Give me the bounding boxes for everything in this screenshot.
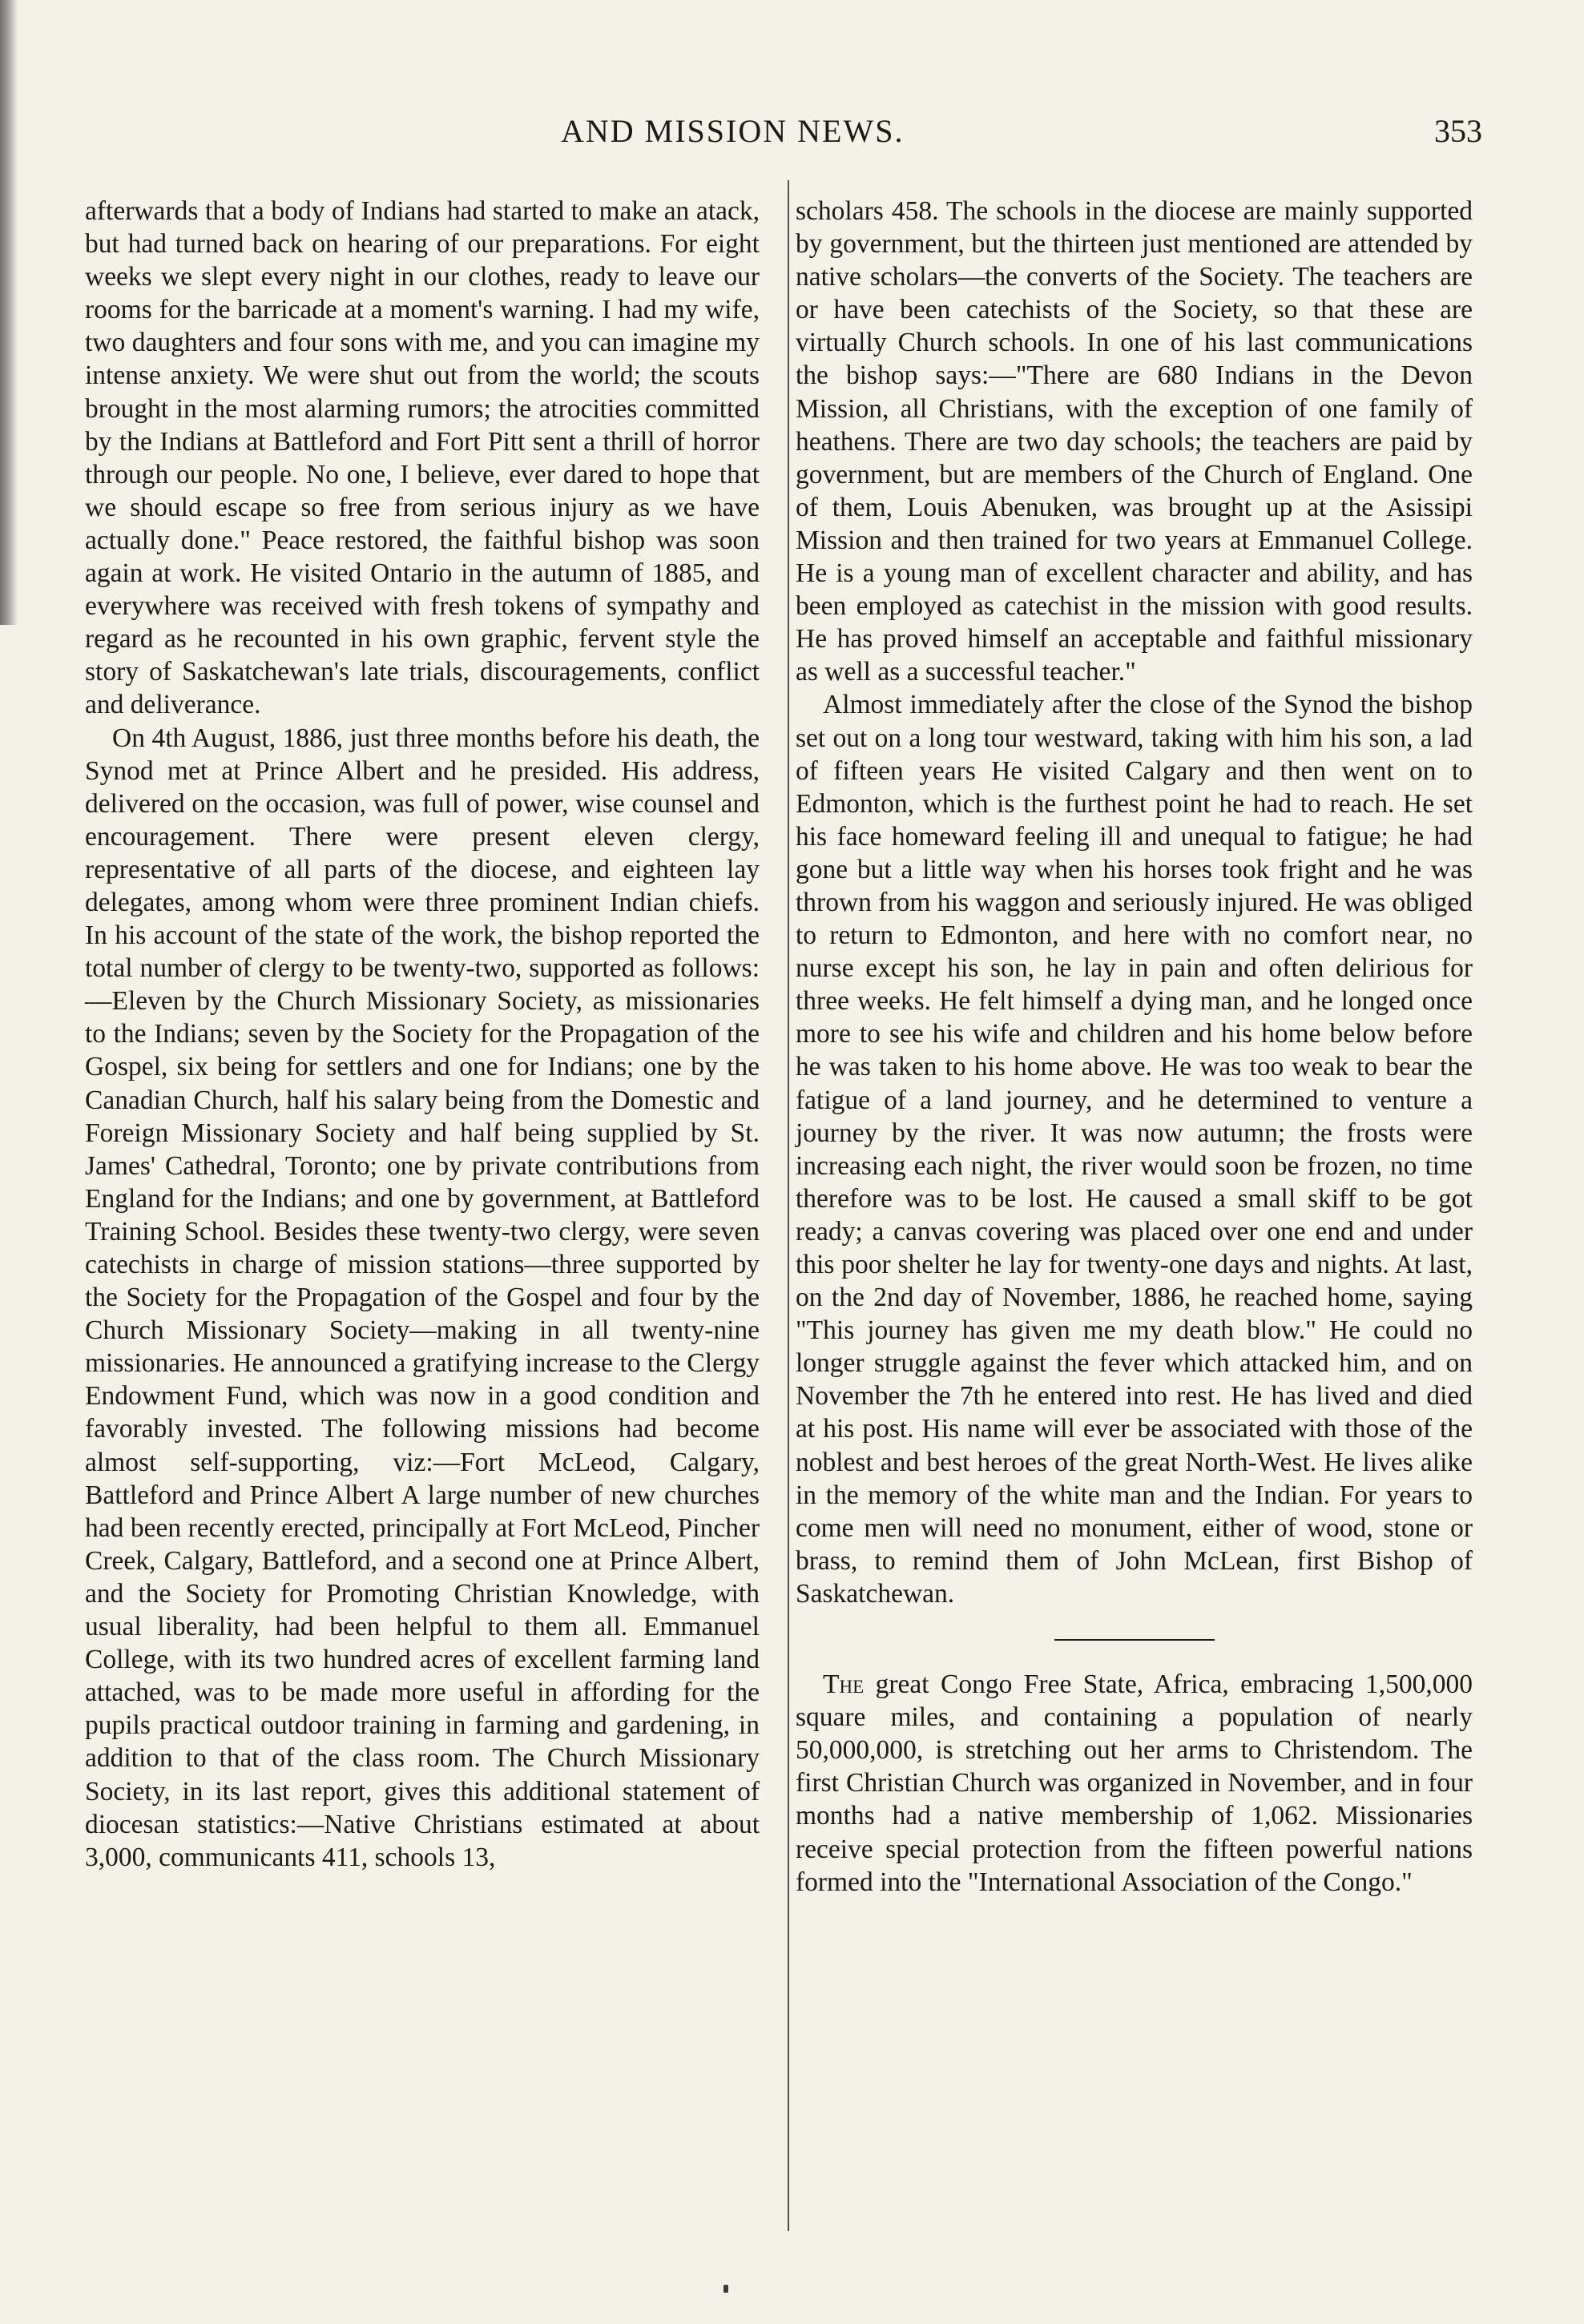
running-title: AND MISSION NEWS. <box>561 113 905 149</box>
column-divider <box>788 180 789 2231</box>
right-paragraph-journey: Almost immediately after the close of the Synod the bishop set out on a long tour westward, taking with him his son, a lad of fifteen years He visited Calgary and then went on to Edmonton, which is the furthest point he had to reach. He set his face homeward feeling ill and unequal to fatigue; he had gone but a little way when his horses took fright and he was thrown from his waggon and seriously injured. He was obliged to return to Edmonton, and here with no comfort near, no nurse except his son, he lay in pain and often delirious for three weeks. He felt himself a dying man, and he longed once more to see his wife and children and his home below before he was taken to his home above. He was too weak to bear the fatigue of a land journey, and he determined to venture a journey by the river. It was now autumn; the frosts were increasing each night, the river would soon be frozen, no time therefore was to be lost. He caused a small skiff to be got ready; a canvas covering was placed over one end and under this poor shelter he lay for twenty-one days and nights. At last, on the 2nd day of November, 1886, he reached home, saying "This journey has given me my death blow." He could no longer struggle against the fever which attacked him, and on November the 7th he entered into rest. He has lived and died at his post. His name will ever be associated with those of the noblest and best heroes of the great North-West. He lives alike in the memory of the white man and the Indian. For years to come men will need no monument, either of wood, stone or brass, to remind them of John McLean, first Bishop of Saskatchewan. <box>796 690 1473 1609</box>
congo-note-lead-in: The <box>823 1669 865 1700</box>
left-paragraph-synod: On 4th August, 1886, just three months before his death, the Synod met at Prince Albert and he presided. His address, delivered on the occasion, was full of power, wise counsel and encouragement. There were present eleven clergy, representative of all parts of the diocese, and eighteen lay delegates, among whom were three prominent Indian chiefs. In his account of the state of the work, the bishop reported the total number of clergy to be twenty-two, supported as follows:—Eleven by the Church Missionary Society, as missionaries to the Indians; seven by the Society for the Propagation of the Gospel, six being for settlers and one for Indians; one by the Canadian Church, half his salary being from the Domestic and Foreign Missionary Society and half being supplied by St. James' Cathedral, Toronto; one by private contributions from England for the Indians; and one by government, at Battleford Training School. Besides these twenty-two clergy, were seven catechists in charge of mission stations—three supported by the Society for the Propagation of the Gospel and four by the Church Missionary Society—making in all twenty-nine missionaries. He announced a gratifying increase to the Clergy Endowment Fund, which was now in a good condition and favorably invested. The following missions had become almost self-supporting, viz:—Fort McLeod, Calgary, Battleford and Prince Albert A large number of new churches had been recently erected, principally at Fort McLeod, Pincher Creek, Calgary, Battleford, and a second one at Prince Albert, and the Society for Promoting Christian Knowledge, with usual liberality, had been helpful to them all. Emmanuel College, with its two hundred acres of excellent farming land attached, was to be made more useful in affording for the pupils practical outdoor training in farming and gardening, in addition to that of the class room. The Church Missionary Society, in its last report, gives this additional statement of diocesan statistics:—Native Christians estimated at about 3,000, communicants 411, schools 13, <box>85 723 760 1872</box>
right-column <box>796 195 1473 1899</box>
left-paragraph-continued: afterwards that a body of Indians had started to make an atack, but had turned back on hearing of our preparations. For eight weeks we slept every night in our clothes, ready to leave our rooms for the barricade at a moment's warning. I had my wife, two daughters and four sons with me, and you can imagine my intense anxiety. We were shut out from the world; the scouts brought in the most alarming rumors; the atrocities committed by the Indians at Battleford and Fort Pitt sent a thrill of horror through our people. No one, I believe, ever dared to hope that we should escape so free from serious injury as we have actually done." Peace restored, the faithful bishop was soon again at work. He visited Ontario in the autumn of 1885, and everywhere was received with fresh tokens of sympathy and regard as he recounted in his own graphic, fervent style the story of Saskatchewan's late trials, discouragements, conflict and deliverance. <box>85 196 760 720</box>
section-separator-rule <box>1054 1639 1215 1641</box>
page-number: 353 <box>1434 113 1482 149</box>
scan-edge-shadow <box>0 0 18 625</box>
right-paragraph-continued: scholars 458. The schools in the diocese are mainly supported by government, but the thirteen just mentioned are attended by native scholars—the converts of the Society. The teachers are or have been catechists of the Society, so that these are virtually Church schools. In one of his last communications the bishop says:—"There are 680 Indians in the Devon Mission, all Christians, with the exception of one family of heathens. There are two day schools; the teachers are paid by government, but are members of the Church of England. One of them, Louis Abenuken, was brought up at the Asissipi Mission and then trained for two years at Emmanuel College. He is a young man of excellent character and ability, and has been employed as catechist in the mission with good results. He has proved himself an acceptable and faithful missionary as well as a successful teacher." <box>796 196 1473 687</box>
ink-speck <box>723 2285 728 2293</box>
congo-note <box>796 1668 1473 1899</box>
left-column <box>85 195 760 1874</box>
congo-note-body: great Congo Free State, Africa, embracing 1,500,000 square miles, and containing a population of nearly 50,000,000, is stretching out her arms to Christendom. The first Christian Church was organized in November, and in four months had a native membership of 1,062. Missionaries receive special protection from the fifteen powerful nations formed into the "International Association of the Congo." <box>796 1669 1473 1897</box>
